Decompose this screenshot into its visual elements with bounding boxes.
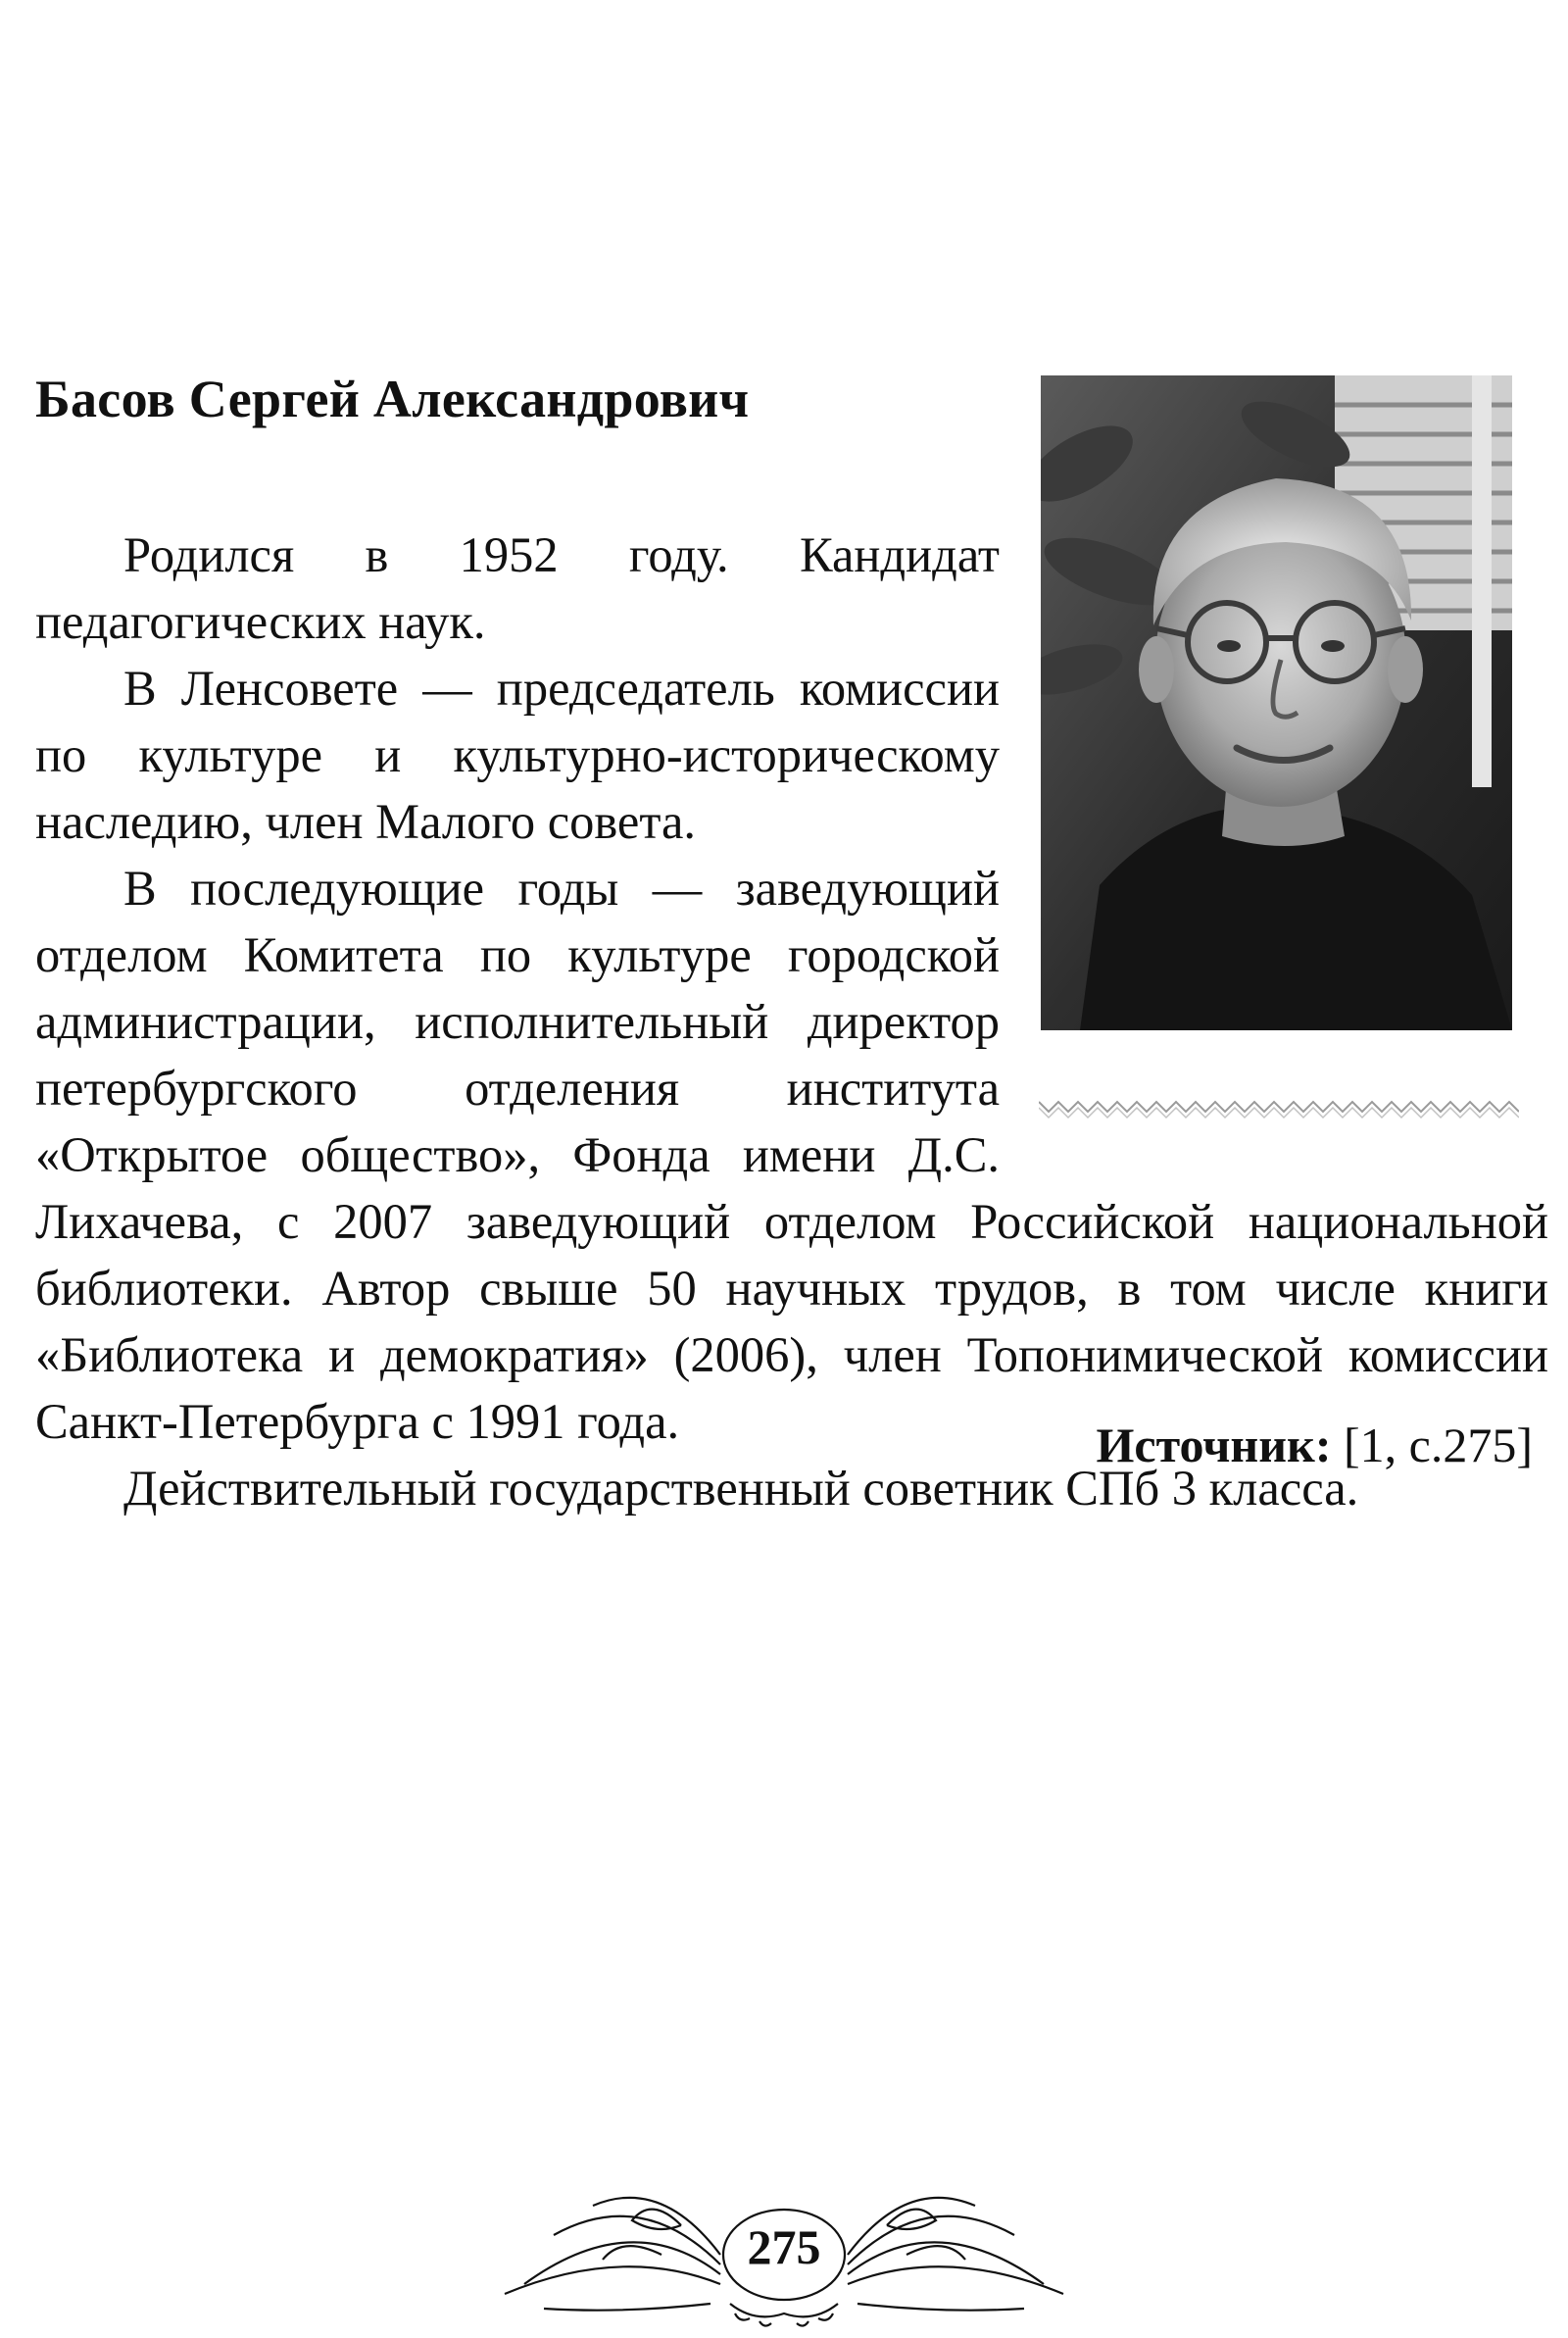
biography-paragraph: Родился в 1952 году. Кандидат педагогических наук. [35,527,1000,649]
source-citation [1097,1412,1533,1478]
page-number: 275 [747,2219,821,2274]
biography-paragraph: Действительный государственный советник СПб 3 класса. [123,1461,1359,1516]
source-reference: [1, с.275] [1344,1418,1533,1472]
biography-text [35,522,1548,1521]
biography-paragraph: В Ленсовете — председатель комиссии по культуре и культурно-историческому наследию, член Малого совета. [35,661,1000,849]
source-label: Источник: [1096,1418,1332,1472]
person-name-heading: Басов Сергей Александрович [35,370,750,428]
biography-paragraph: В последующие годы — заведующий отделом Комитета по культуре городской администрации, исполнительный директор петербургского отделения института «Открытое общество», Фонда имени Д.С. Лихачева, с 2007 заведующий отделом Российской национальной библиотеки. Автор свыше 50 научных трудов, в том числе книги «Библиотека и демократия» (2006), член Топонимической комиссии Санкт-Петербурга с 1991 года. [35,861,1548,1449]
photo-float-spacer [1000,522,1548,1149]
